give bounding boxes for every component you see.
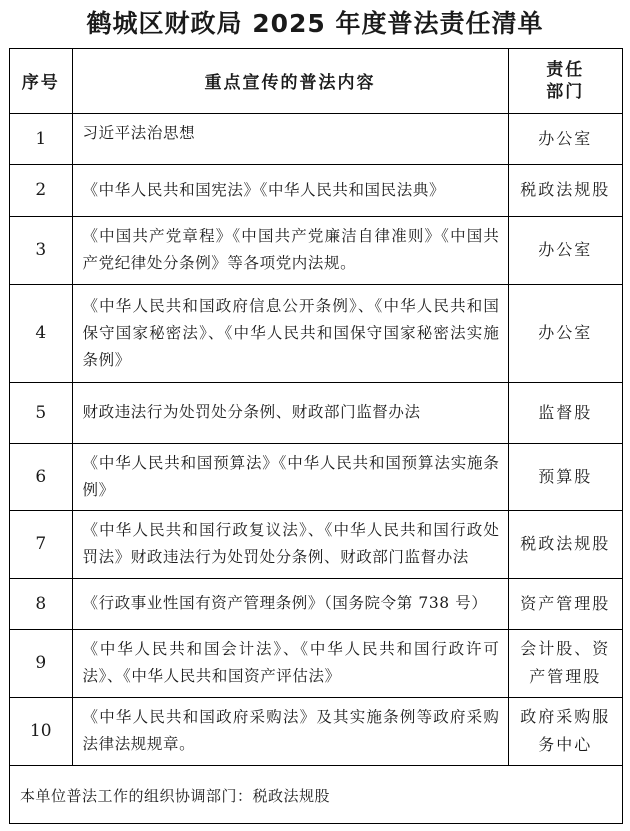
row-content: 《中华人民共和国预算法》《中华人民共和国预算法实施条例》 [72, 443, 508, 510]
table-row [10, 578, 622, 629]
row-no: 9 [10, 629, 72, 697]
row-content: 《中华人民共和国政府采购法》及其实施条例等政府采购法律法规规章。 [72, 697, 508, 765]
table-header-row [10, 49, 622, 113]
row-no: 7 [10, 510, 72, 578]
header-content: 重点宣传的普法内容 [72, 49, 508, 113]
row-dept: 办公室 [508, 284, 622, 382]
row-no: 1 [10, 113, 72, 164]
row-content: 《中国共产党章程》《中国共产党廉洁自律准则》《中国共产党纪律处分条例》等各项党内法规。 [72, 216, 508, 284]
row-dept: 预算股 [508, 443, 622, 510]
row-dept: 政府采购服务中心 [508, 697, 622, 765]
row-no: 2 [10, 164, 72, 216]
row-dept: 资产管理股 [508, 578, 622, 629]
row-no: 6 [10, 443, 72, 510]
table-row [10, 697, 622, 765]
row-no: 8 [10, 578, 72, 629]
row-content: 《中华人民共和国行政复议法》、《中华人民共和国行政处罚法》财政违法行为处罚处分条例、财政部门监督办法 [72, 510, 508, 578]
header-no: 序号 [10, 49, 72, 113]
table-row [10, 510, 622, 578]
row-content: 习近平法治思想 [72, 113, 508, 164]
page-title: 鹤城区财政局 2025 年度普法责任清单 [86, 9, 544, 38]
row-content: 《行政事业性国有资产管理条例》（国务院令第 738 号） [72, 578, 508, 629]
row-no: 5 [10, 382, 72, 443]
row-dept: 监督股 [508, 382, 622, 443]
responsibility-table [9, 48, 623, 824]
row-dept: 办公室 [508, 216, 622, 284]
table-row [10, 443, 622, 510]
table-row [10, 629, 622, 697]
table-row [10, 284, 622, 382]
row-dept: 税政法规股 [508, 164, 622, 216]
row-content: 财政违法行为处罚处分条例、财政部门监督办法 [72, 382, 508, 443]
table-row [10, 164, 622, 216]
row-no: 3 [10, 216, 72, 284]
header-dept-line1: 责任 [546, 59, 585, 80]
coordination-note: 本单位普法工作的组织协调部门：税政法规股 [10, 765, 622, 825]
row-dept: 税政法规股 [508, 510, 622, 578]
row-dept: 办公室 [508, 113, 622, 164]
table-footer-row [10, 765, 622, 825]
row-content: 《中华人民共和国宪法》《中华人民共和国民法典》 [72, 164, 508, 216]
header-dept [508, 49, 622, 113]
header-dept-line2: 部门 [546, 81, 585, 102]
table-row [10, 113, 622, 164]
row-no: 4 [10, 284, 72, 382]
table-row [10, 216, 622, 284]
table-row [10, 382, 622, 443]
row-content: 《中华人民共和国会计法》、《中华人民共和国行政许可法》、《中华人民共和国资产评估法》 [72, 629, 508, 697]
row-content: 《中华人民共和国政府信息公开条例》、《中华人民共和国保守国家秘密法》、《中华人民共和国保守国家秘密法实施条例》 [72, 284, 508, 382]
row-dept: 会计股、资产管理股 [508, 629, 622, 697]
row-no: 10 [10, 697, 72, 765]
